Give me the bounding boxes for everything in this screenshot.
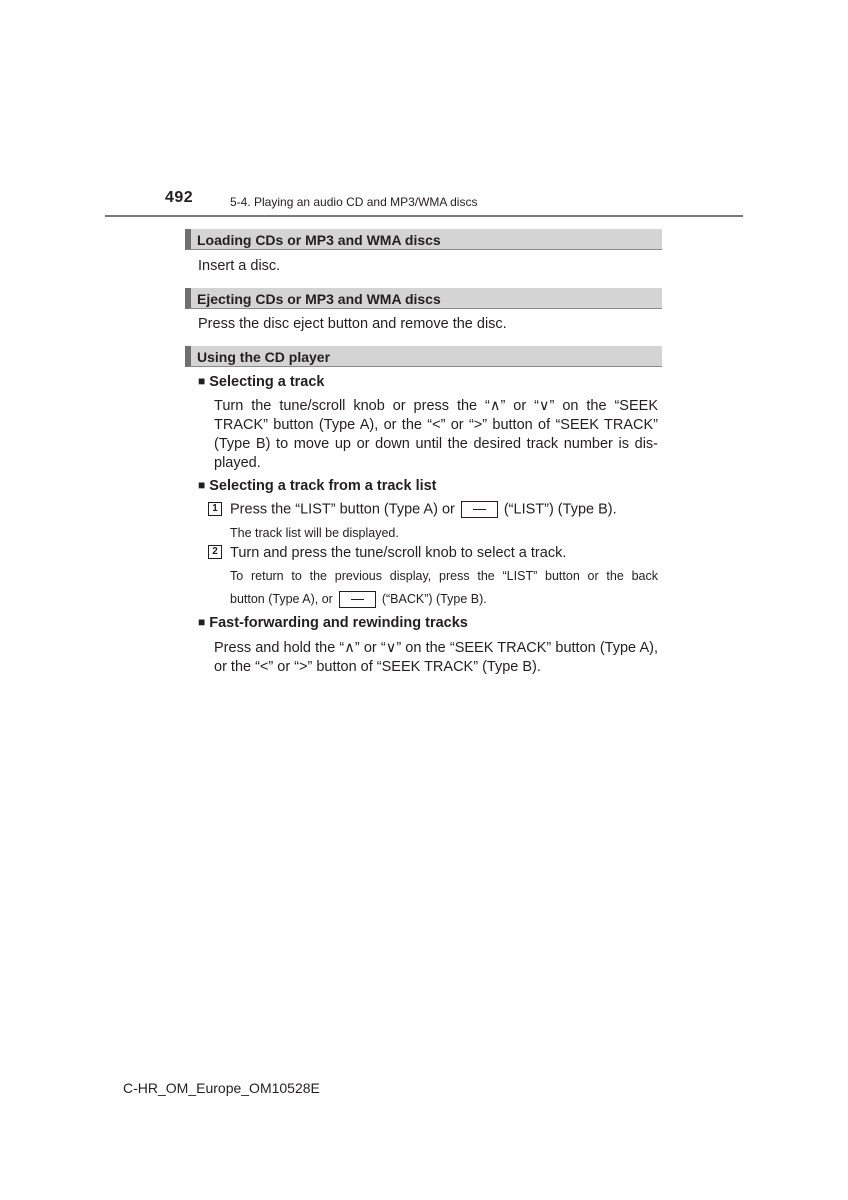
subheading-track-list [198,478,437,494]
step-2-text: Turn and press the tune/scroll knob to select a track. [230,545,567,561]
step-2-note-line1: To return to the previous display, press the “LIST” button or the back [230,569,658,583]
square-bullet-icon: ■ [198,478,206,492]
section-title: Ejecting CDs or MP3 and WMA discs [197,291,441,307]
section-heading-ejecting [185,288,662,309]
section-title: Using the CD player [197,349,331,365]
running-head: 5-4. Playing an audio CD and MP3/WMA discs [230,195,478,209]
section-heading-loading [185,229,662,250]
document-code: C-HR_OM_Europe_OM10528E [123,1080,320,1096]
step-number-2: 2 [208,545,222,559]
selecting-track-text: Turn the tune/scroll knob or press the “∧” or “∨” on the “SEEK TRACK” button (Type A), or the “<” or “>” button of “SEEK TRACK” (Type B) to move up or down until the desired track number is dis-played. [214,398,658,471]
square-bullet-icon: ■ [198,615,206,629]
step-1-text [230,501,617,518]
section-body-loading: Insert a disc. [198,258,281,274]
back-key-icon [339,591,376,608]
subheading-text: Selecting a track [209,374,325,390]
subheading-fast-forward [198,615,468,631]
section-body-ejecting: Press the disc eject button and remove the disc. [198,316,507,332]
step-number-1: 1 [208,502,222,516]
section-heading-cd-player [185,346,662,367]
subheading-selecting-track [198,374,325,390]
step-1-text-after: (“LIST”) (Type B). [503,501,617,518]
page-number: 492 [165,189,194,206]
header-divider [105,215,743,217]
subheading-text: Selecting a track from a track list [209,478,437,494]
step-2-note-before: button (Type A), or [230,591,333,606]
step-2-note-after: (“BACK”) (Type B). [381,591,487,606]
step-1-text-before: Press the “LIST” button (Type A) or [230,501,455,518]
list-key-icon [461,501,498,518]
square-bullet-icon: ■ [198,374,206,388]
step-2-note-line2 [230,591,487,608]
section-title: Loading CDs or MP3 and WMA discs [197,232,441,248]
step-1-note: The track list will be displayed. [230,526,399,540]
subheading-text: Fast-forwarding and rewinding tracks [209,615,468,631]
fast-forward-text: Press and hold the “∧” or “∨” on the “SEEK TRACK” button (Type A), or the “<” or “>” button of “SEEK TRACK” (Type B). [214,640,658,675]
